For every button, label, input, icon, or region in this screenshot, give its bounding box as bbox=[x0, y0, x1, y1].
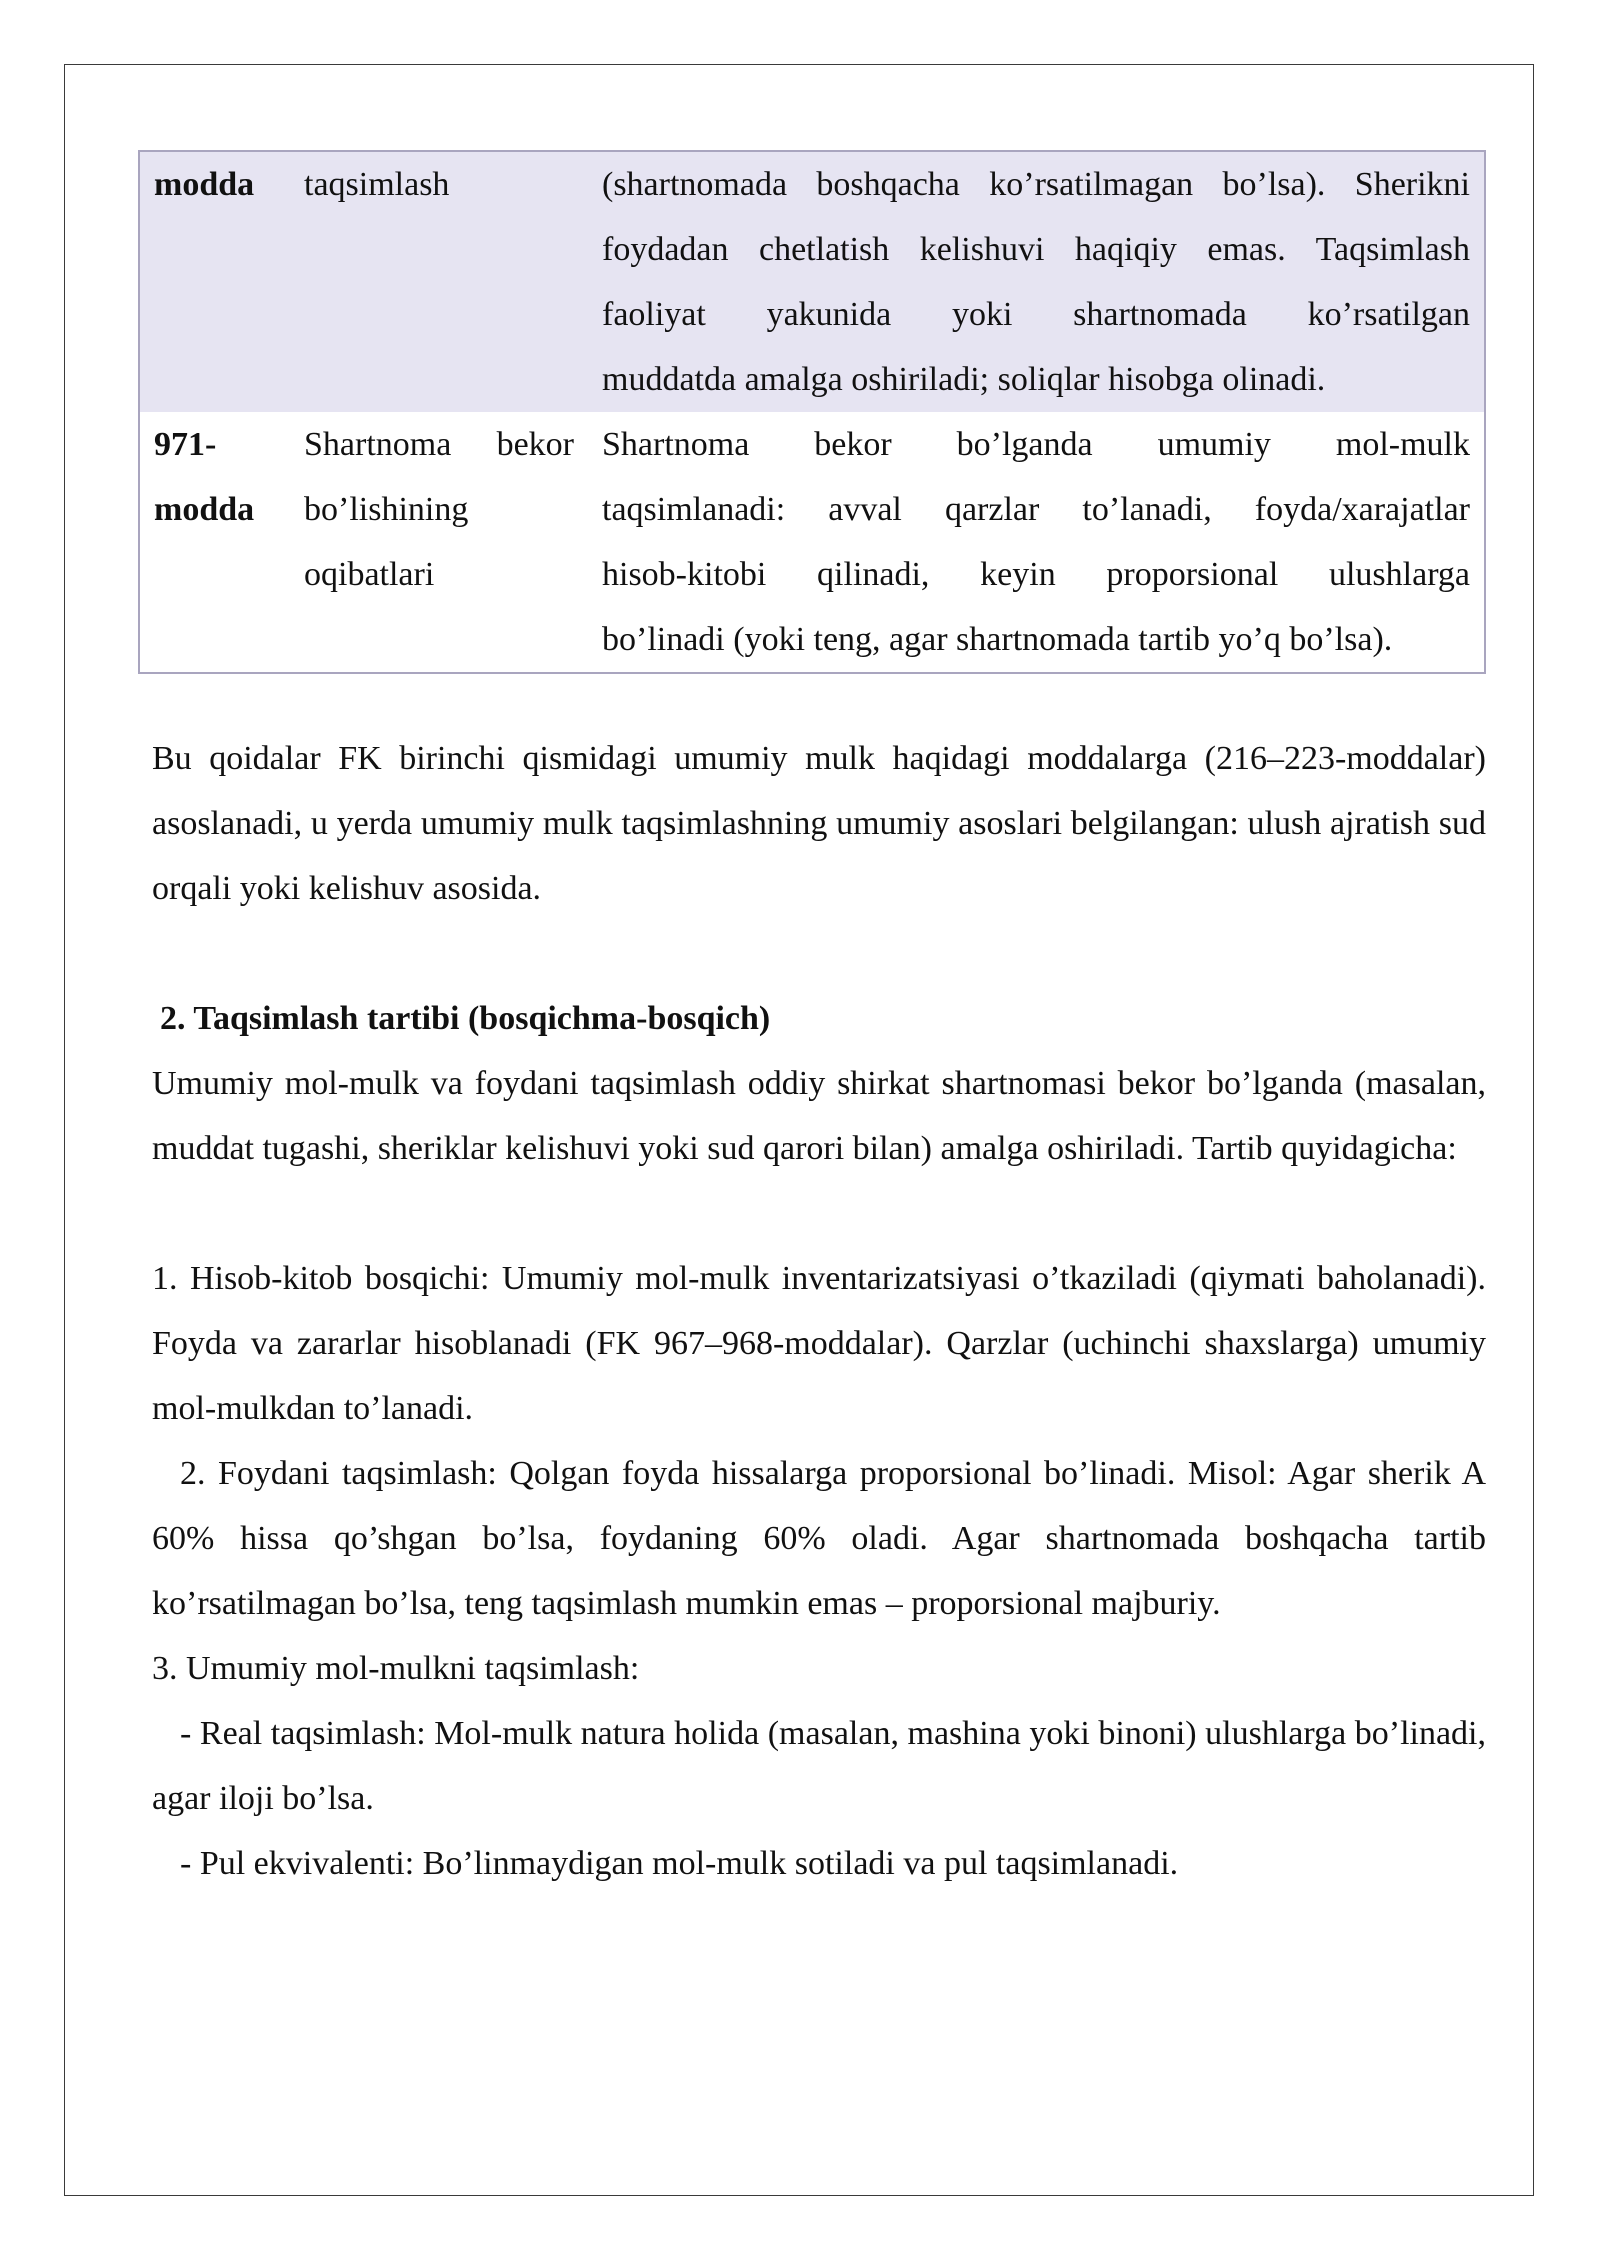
article-content-line: faoliyat yakunida yoki shartnomada ko’rsatilgan bbox=[602, 296, 1470, 333]
article-number-text: modda bbox=[154, 166, 255, 203]
article-content-line: bo’linadi (yoki teng, agar shartnomada tartib yo’q bo’lsa). bbox=[602, 621, 1393, 658]
article-title-text: taqsimlash bbox=[304, 166, 450, 203]
order-paragraph: Umumiy mol-mulk va foydani taqsimlash oddiy shirkat shartnomasi bekor bo’lganda (masalan, muddat tugashi, sheriklar kelishuvi yoki sud qarori bilan) amalga oshiriladi. Tartib quyidagicha: bbox=[152, 1065, 1486, 1167]
intro-paragraph: Bu qoidalar FK birinchi qismidagi umumiy mulk haqidagi moddalarga (216–223-moddalar) asoslanadi, u yerda umumiy mulk taqsimlashning umumiy asoslari belgilangan: ulush ajratish sud orqali yoki kelishuv asosida. bbox=[152, 740, 1486, 907]
step-3-real-division: - Real taqsimlash: Mol-mulk natura holida (masalan, mashina yoki binoni) ulushlarga bo’linadi, agar iloji bo’lsa. bbox=[152, 1715, 1486, 1817]
article-number-text: modda bbox=[154, 491, 255, 528]
article-number-text: 971- bbox=[154, 426, 217, 463]
section-heading: 2. Taqsimlash tartibi (bosqichma-bosqich) bbox=[160, 1000, 771, 1037]
article-content-cell bbox=[588, 151, 1485, 412]
article-title-cell bbox=[290, 412, 588, 673]
article-number-cell bbox=[139, 412, 290, 673]
article-title-text: bo’lishining bbox=[304, 491, 469, 528]
table-row bbox=[139, 151, 1485, 412]
step-3-heading: 3. Umumiy mol-mulkni taqsimlash: bbox=[152, 1650, 640, 1687]
article-content-line: (shartnomada boshqacha ko’rsatilmagan bo’lsa). Sherikni bbox=[602, 166, 1470, 203]
table-row bbox=[139, 412, 1485, 673]
step-1-paragraph: 1. Hisob-kitob bosqichi: Umumiy mol-mulk inventarizatsiyasi o’tkaziladi (qiymati baholanadi). Foyda va zararlar hisoblanadi (FK 967–968-moddalar). Qarzlar (uchinchi shaxslarga) umumiy mol-mulkdan to’lanadi. bbox=[152, 1260, 1486, 1427]
step-3-money-equivalent: - Pul ekvivalenti: Bo’linmaydigan mol-mulk sotiladi va pul taqsimlanadi. bbox=[180, 1845, 1179, 1882]
article-content-cell bbox=[588, 412, 1485, 673]
article-title-text: Shartnoma bekor bbox=[304, 426, 574, 463]
article-content-line: foydadan chetlatish kelishuvi haqiqiy emas. Taqsimlash bbox=[602, 231, 1470, 268]
law-articles-table bbox=[138, 150, 1486, 674]
document-body bbox=[152, 150, 1486, 1896]
article-title-cell bbox=[290, 151, 588, 412]
article-content-line: Shartnoma bekor bo’lganda umumiy mol-mulk bbox=[602, 426, 1470, 463]
article-content-line: muddatda amalga oshiriladi; soliqlar hisobga olinadi. bbox=[602, 361, 1326, 398]
step-2-paragraph: 2. Foydani taqsimlash: Qolgan foyda hissalarga proporsional bo’linadi. Misol: Agar sherik A 60% hissa qo’shgan bo’lsa, foydaning 60% oladi. Agar shartnomada boshqacha tartib ko’rsatilmagan bo’lsa, teng taqsimlash mumkin emas – proporsional majburiy. bbox=[152, 1455, 1486, 1622]
article-number-cell bbox=[139, 151, 290, 412]
article-content-line: hisob-kitobi qilinadi, keyin proporsional ulushlarga bbox=[602, 556, 1470, 593]
article-title-text: oqibatlari bbox=[304, 556, 435, 593]
article-content-line: taqsimlanadi: avval qarzlar to’lanadi, foyda/xarajatlar bbox=[602, 491, 1470, 528]
